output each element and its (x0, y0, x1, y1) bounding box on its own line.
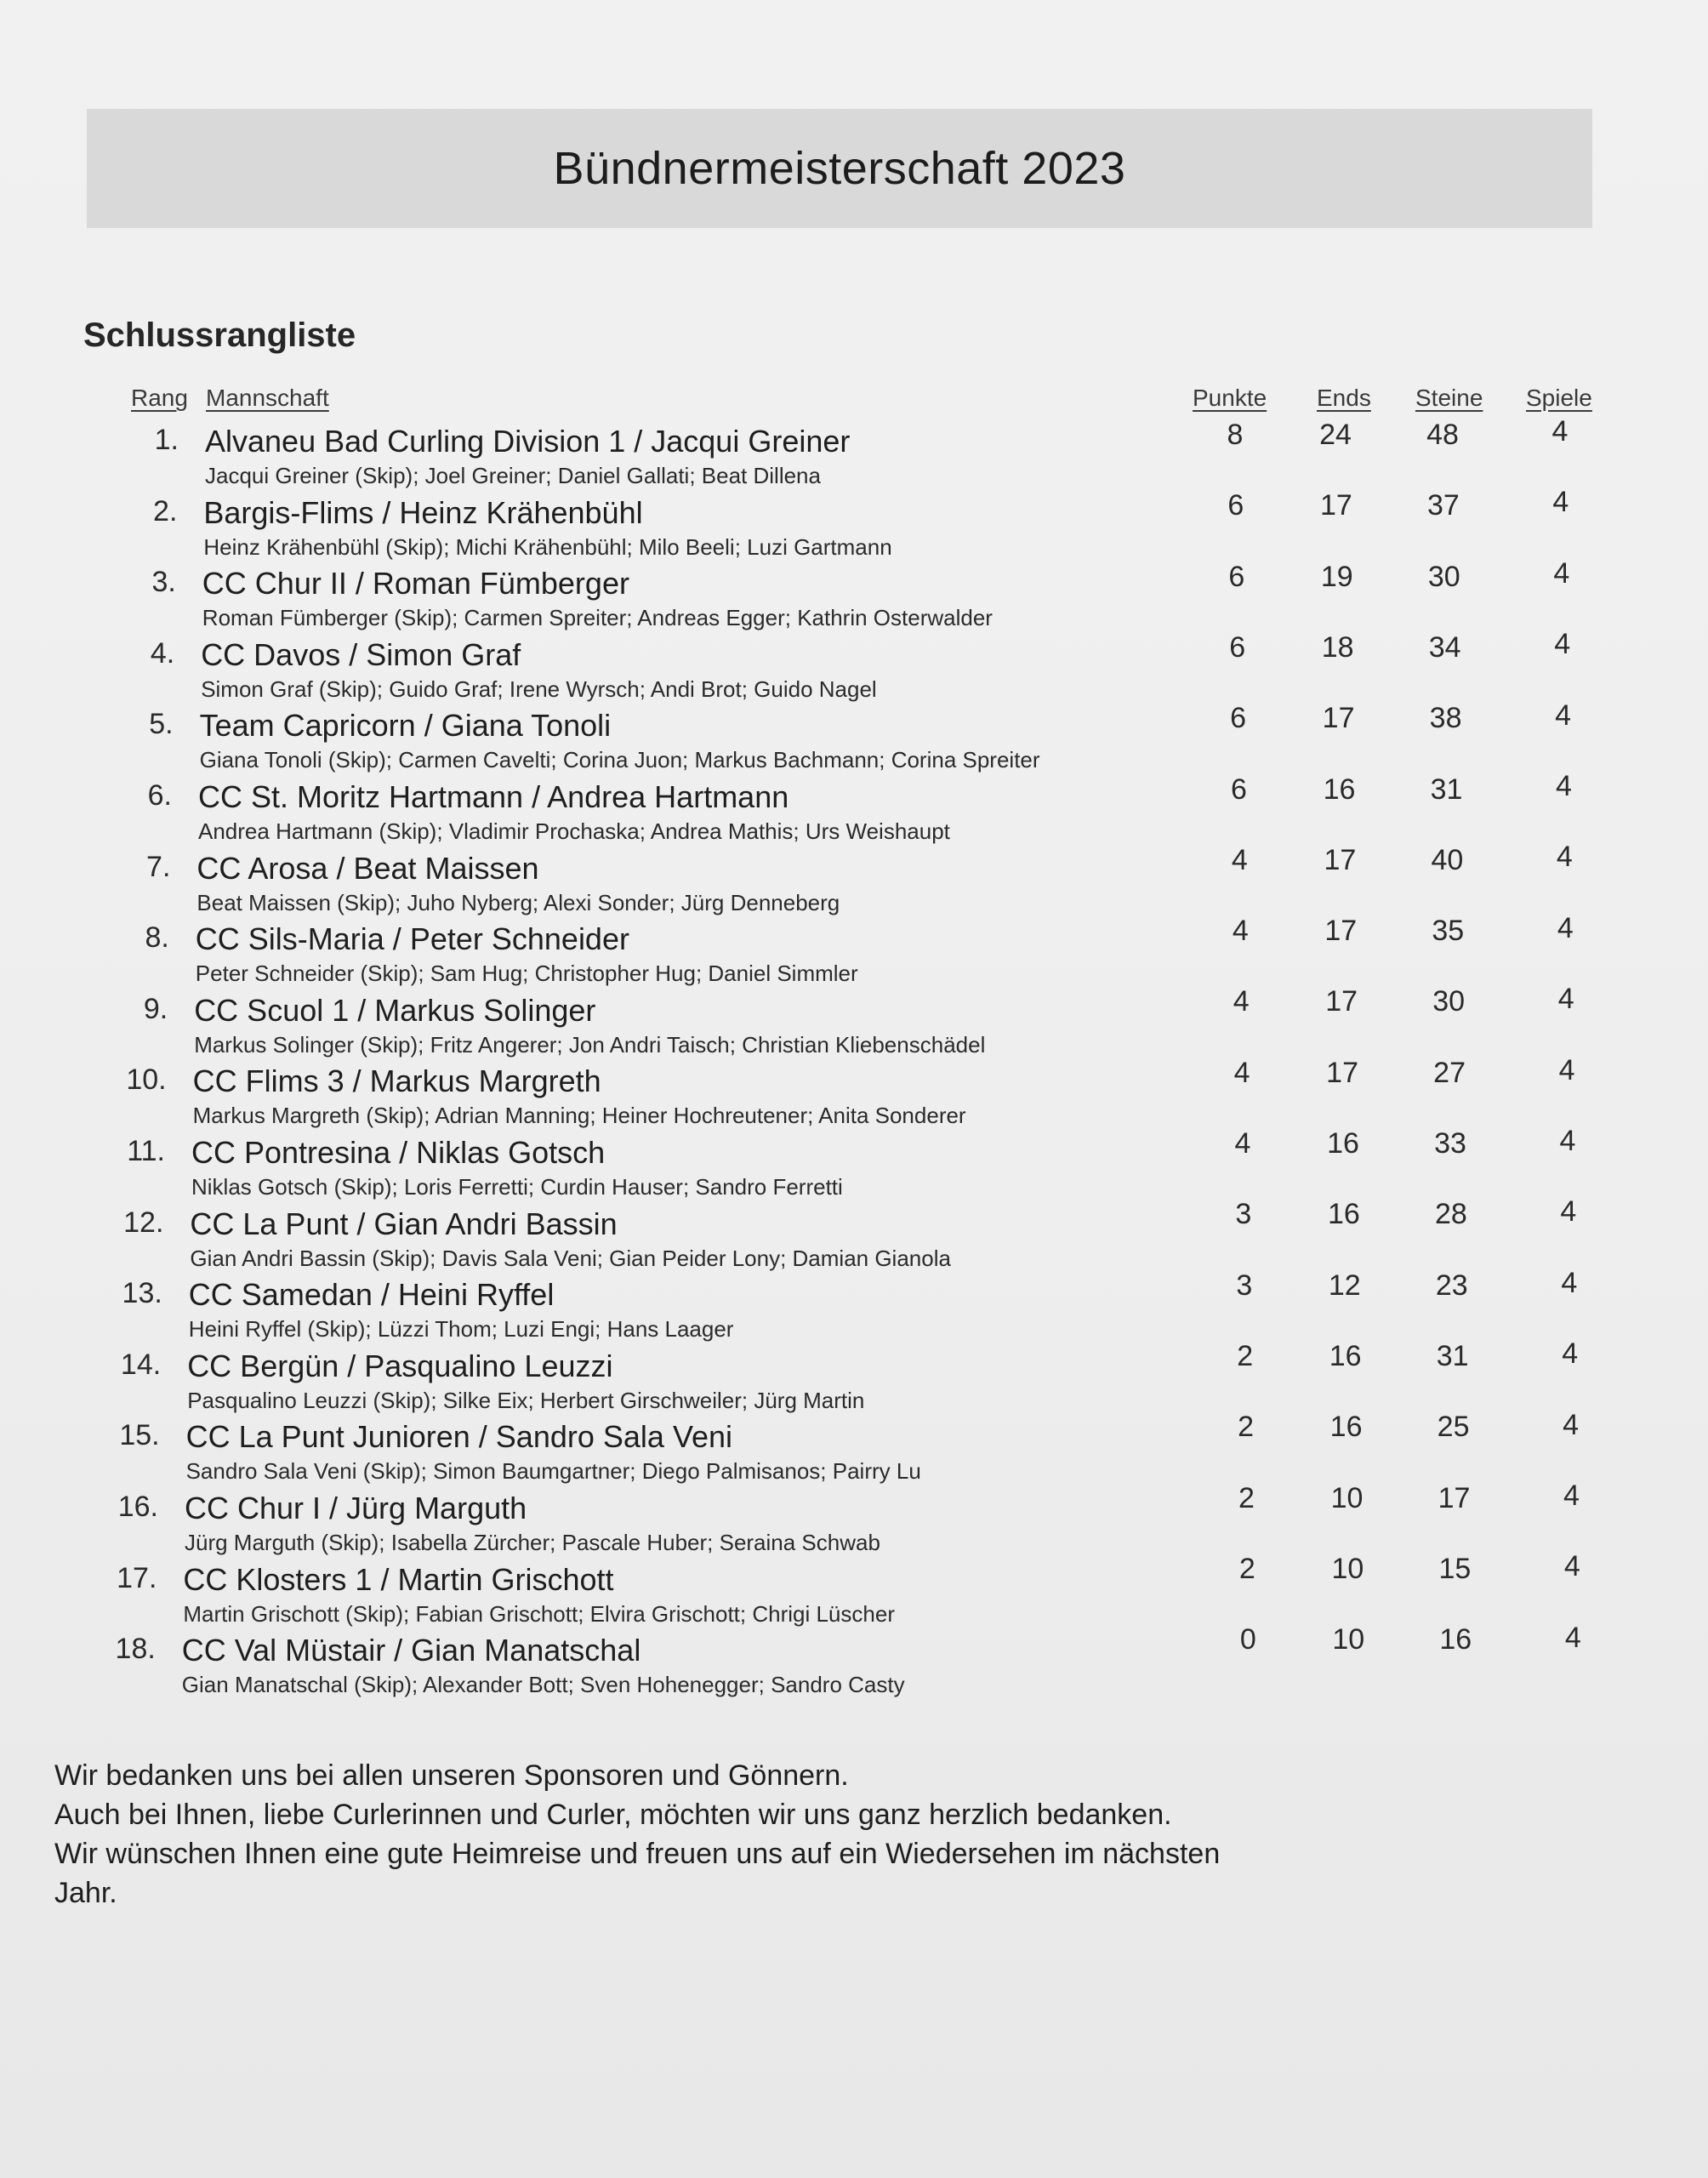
cell-spiele: 4 (1560, 1195, 1577, 1229)
column-header-punkte: Punkte (1193, 385, 1267, 411)
cell-steine: 15 (1438, 1552, 1472, 1585)
cell-spiele: 4 (1558, 1053, 1575, 1086)
team-name: CC Scuol 1 / Markus Solinger (194, 992, 596, 1028)
team-name: CC Chur II / Roman Fümberger (202, 566, 629, 602)
closing-line: Wir wünschen Ihnen eine gute Heimreise und freuen uns auf ein Wiedersehen im nächsten (54, 1838, 1221, 1870)
cell-punkte: 2 (1237, 1339, 1254, 1372)
table-row (0, 1266, 1708, 1348)
cell-spiele: 4 (1563, 1550, 1580, 1583)
team-players: Peter Schneider (Skip); Sam Hug; Christopher Hug; Daniel Simmler (195, 961, 858, 987)
cell-punkte: 4 (1232, 915, 1249, 948)
cell-steine: 38 (1429, 702, 1462, 735)
team-name: CC Flims 3 / Markus Margreth (192, 1063, 601, 1099)
cell-ends: 17 (1325, 985, 1358, 1018)
column-header-steine: Steine (1415, 385, 1483, 411)
team-players: Simon Graf (Skip); Guido Graf; Irene Wyrsch; Andi Brot; Guido Nagel (201, 676, 877, 702)
cell-punkte: 2 (1238, 1552, 1255, 1585)
cell-spiele: 4 (1561, 1266, 1578, 1299)
cell-spiele: 4 (1562, 1337, 1579, 1371)
rank-number: 12. (123, 1206, 164, 1239)
cell-steine: 17 (1438, 1481, 1471, 1514)
cell-steine: 35 (1432, 915, 1465, 948)
cell-ends: 10 (1331, 1552, 1364, 1585)
column-header-rang: Rang (131, 385, 188, 411)
column-header-mannschaft: Mannschaft (206, 385, 329, 411)
cell-punkte: 3 (1236, 1269, 1253, 1302)
cell-steine: 40 (1431, 843, 1464, 876)
cell-spiele: 4 (1557, 911, 1574, 944)
cell-ends: 12 (1328, 1269, 1361, 1302)
cell-punkte: 2 (1238, 1481, 1255, 1514)
cell-spiele: 4 (1564, 1621, 1581, 1654)
closing-line: Jahr. (54, 1877, 117, 1909)
table-row (0, 486, 1708, 567)
team-name: CC Pontresina / Niklas Gotsch (191, 1135, 606, 1170)
cell-steine: 30 (1427, 560, 1460, 593)
team-players: Roman Fümberger (Skip); Carmen Spreiter; Andreas Egger; Kathrin Osterwalder (202, 605, 993, 631)
cell-spiele: 4 (1554, 628, 1571, 661)
rank-number: 11. (127, 1135, 165, 1167)
table-row (0, 911, 1708, 993)
cell-steine: 30 (1432, 985, 1466, 1018)
closing-text (54, 1756, 1500, 1913)
cell-ends: 19 (1320, 560, 1353, 593)
cell-steine: 27 (1433, 1056, 1466, 1089)
team-players: Sandro Sala Veni (Skip); Simon Baumgartner; Diego Palmisanos; Pairry Lu (185, 1458, 921, 1485)
cell-steine: 31 (1436, 1339, 1469, 1372)
cell-spiele: 4 (1563, 1480, 1580, 1512)
rank-number: 17. (117, 1561, 157, 1594)
team-name: Team Capricorn / Giana Tonoli (199, 708, 612, 744)
closing-line: Auch bei Ihnen, liebe Curlerinnen und Curler, möchten wir uns ganz herzlich bedanken. (54, 1799, 1172, 1831)
table-row (0, 628, 1708, 709)
team-name: CC La Punt Junioren / Sandro Sala Veni (185, 1419, 733, 1455)
cell-ends: 17 (1324, 915, 1358, 948)
cell-ends: 17 (1324, 843, 1357, 876)
cell-steine: 31 (1430, 773, 1463, 806)
cell-punkte: 4 (1234, 1127, 1251, 1160)
table-row (0, 1550, 1708, 1634)
team-name: Alvaneu Bad Curling Division 1 / Jacqui Greiner (205, 424, 851, 459)
team-name: CC Val Müstair / Gian Manatschal (181, 1633, 641, 1668)
cell-spiele: 4 (1556, 770, 1572, 802)
cell-spiele: 4 (1559, 1125, 1576, 1157)
cell-steine: 28 (1434, 1198, 1467, 1231)
team-players: Giana Tonoli (Skip); Carmen Cavelti; Corina Juon; Markus Bachmann; Corina Spreiter (199, 747, 1040, 773)
rank-number: 2. (153, 494, 178, 527)
cell-punkte: 8 (1227, 419, 1244, 451)
cell-steine: 48 (1426, 419, 1459, 451)
team-name: CC Arosa / Beat Maissen (196, 850, 539, 886)
team-players: Heinz Krähenbühl (Skip); Michi Krähenbühl; Milo Beeli; Luzi Gartmann (203, 533, 892, 560)
cell-ends: 17 (1326, 1056, 1358, 1089)
table-row (0, 698, 1708, 779)
team-players: Markus Margreth (Skip); Adrian Manning; Heiner Hochreutener; Anita Sonderer (192, 1103, 966, 1129)
title-band (87, 109, 1592, 228)
table-row (0, 1408, 1708, 1491)
cell-spiele: 4 (1551, 415, 1569, 448)
closing-line: Wir bedanken uns bei allen unseren Sponsoren und Gönnern. (54, 1759, 849, 1792)
cell-ends: 24 (1319, 419, 1352, 451)
cell-steine: 34 (1428, 630, 1461, 664)
cell-ends: 16 (1323, 773, 1356, 806)
team-name: Bargis-Flims / Heinz Krähenbühl (203, 494, 643, 530)
cell-steine: 16 (1439, 1623, 1472, 1656)
rank-number: 16. (117, 1491, 158, 1523)
table-row (0, 1195, 1708, 1278)
team-name: CC Samedan / Heini Ryffel (188, 1277, 555, 1313)
team-players: Niklas Gotsch (Skip); Loris Ferretti; Curdin Hauser; Sandro Ferretti (191, 1174, 843, 1200)
team-players: Andrea Hartmann (Skip); Vladimir Prochaska; Andrea Mathis; Urs Weishaupt (198, 818, 950, 844)
cell-ends: 10 (1332, 1623, 1365, 1656)
team-players: Gian Manatschal (Skip); Alexander Bott; Sven Hohenegger; Sandro Casty (181, 1672, 905, 1698)
rank-number: 6. (147, 779, 172, 812)
cell-punkte: 6 (1231, 773, 1247, 806)
rank-number: 9. (143, 992, 168, 1025)
table-row (0, 415, 1708, 495)
team-name: CC Klosters 1 / Martin Grischott (183, 1561, 614, 1597)
rank-number: 4. (150, 636, 175, 670)
rank-number: 1. (154, 424, 179, 456)
rank-number: 8. (145, 921, 169, 955)
cell-punkte: 6 (1228, 560, 1245, 593)
table-row (0, 1621, 1708, 1704)
table-row (0, 1480, 1708, 1562)
table-row (0, 556, 1708, 637)
rank-number: 10. (126, 1063, 167, 1097)
cell-punkte: 6 (1230, 702, 1247, 735)
table-row (0, 1053, 1708, 1135)
rank-number: 13. (122, 1277, 162, 1310)
cell-spiele: 4 (1556, 841, 1573, 874)
table-row (0, 983, 1708, 1064)
team-name: CC Chur I / Jürg Marguth (185, 1491, 527, 1525)
team-name: CC La Punt / Gian Andri Bassin (190, 1206, 618, 1241)
cell-punkte: 4 (1231, 843, 1248, 876)
document-title: Bündnermeisterschaft 2023 (553, 143, 1126, 194)
team-name: CC St. Moritz Hartmann / Andrea Hartmann (198, 779, 789, 814)
cell-ends: 18 (1321, 630, 1354, 664)
rank-number: 15. (119, 1419, 160, 1452)
cell-punkte: 2 (1238, 1411, 1255, 1444)
rank-number: 7. (146, 850, 171, 883)
cell-ends: 16 (1327, 1127, 1359, 1160)
team-players: Pasqualino Leuzzi (Skip); Silke Eix; Herbert Girschweiler; Jürg Martin (187, 1387, 865, 1413)
cell-ends: 16 (1329, 1339, 1362, 1372)
cell-spiele: 4 (1552, 486, 1569, 519)
cell-ends: 16 (1329, 1411, 1363, 1444)
rank-number: 5. (149, 708, 174, 741)
cell-spiele: 4 (1563, 1408, 1580, 1441)
column-header-ends: Ends (1317, 385, 1371, 411)
cell-ends: 10 (1330, 1481, 1364, 1514)
team-name: CC Sils-Maria / Peter Schneider (195, 921, 629, 957)
cell-steine: 25 (1437, 1411, 1470, 1444)
table-row (0, 1125, 1708, 1206)
team-players: Markus Solinger (Skip); Fritz Angerer; Jon Andri Taisch; Christian Kliebenschädel (194, 1031, 986, 1058)
rank-number: 14. (120, 1348, 162, 1381)
cell-spiele: 4 (1555, 698, 1572, 732)
cell-steine: 23 (1435, 1269, 1468, 1302)
cell-spiele: 4 (1553, 556, 1570, 590)
team-players: Jacqui Greiner (Skip); Joel Greiner; Daniel Gallati; Beat Dillena (205, 463, 821, 488)
cell-punkte: 4 (1233, 1056, 1250, 1089)
cell-punkte: 6 (1227, 489, 1244, 522)
team-players: Jürg Marguth (Skip); Isabella Zürcher; Pascale Huber; Seraina Schwab (185, 1530, 880, 1555)
cell-ends: 17 (1319, 489, 1352, 522)
team-name: CC Bergün / Pasqualino Leuzzi (187, 1348, 613, 1383)
team-players: Martin Grischott (Skip); Fabian Grischott; Elvira Grischott; Chrigi Lüscher (183, 1600, 895, 1627)
rank-number: 18. (115, 1633, 156, 1666)
cell-ends: 16 (1327, 1198, 1360, 1231)
rank-number: 3. (151, 566, 176, 599)
team-players: Beat Maissen (Skip); Juho Nyberg; Alexi Sonder; Jürg Denneberg (196, 889, 840, 915)
section-title: Schlussrangliste (83, 316, 356, 354)
cell-punkte: 0 (1239, 1623, 1256, 1656)
cell-ends: 17 (1322, 702, 1355, 735)
cell-punkte: 3 (1235, 1198, 1252, 1231)
team-players: Heini Ryffel (Skip); Lüzzi Thom; Luzi Engi; Hans Laager (188, 1316, 734, 1343)
table-row (0, 841, 1708, 922)
cell-steine: 33 (1434, 1127, 1466, 1160)
cell-punkte: 6 (1229, 630, 1246, 664)
cell-punkte: 4 (1233, 985, 1250, 1018)
table-row (0, 1337, 1708, 1420)
team-name: CC Davos / Simon Graf (201, 636, 521, 672)
team-players: Gian Andri Bassin (Skip); Davis Sala Veni; Gian Peider Lony; Damian Gianola (190, 1245, 951, 1271)
cell-spiele: 4 (1557, 983, 1574, 1016)
cell-steine: 37 (1426, 489, 1460, 522)
column-header-spiele: Spiele (1526, 385, 1592, 411)
table-row (0, 770, 1708, 851)
